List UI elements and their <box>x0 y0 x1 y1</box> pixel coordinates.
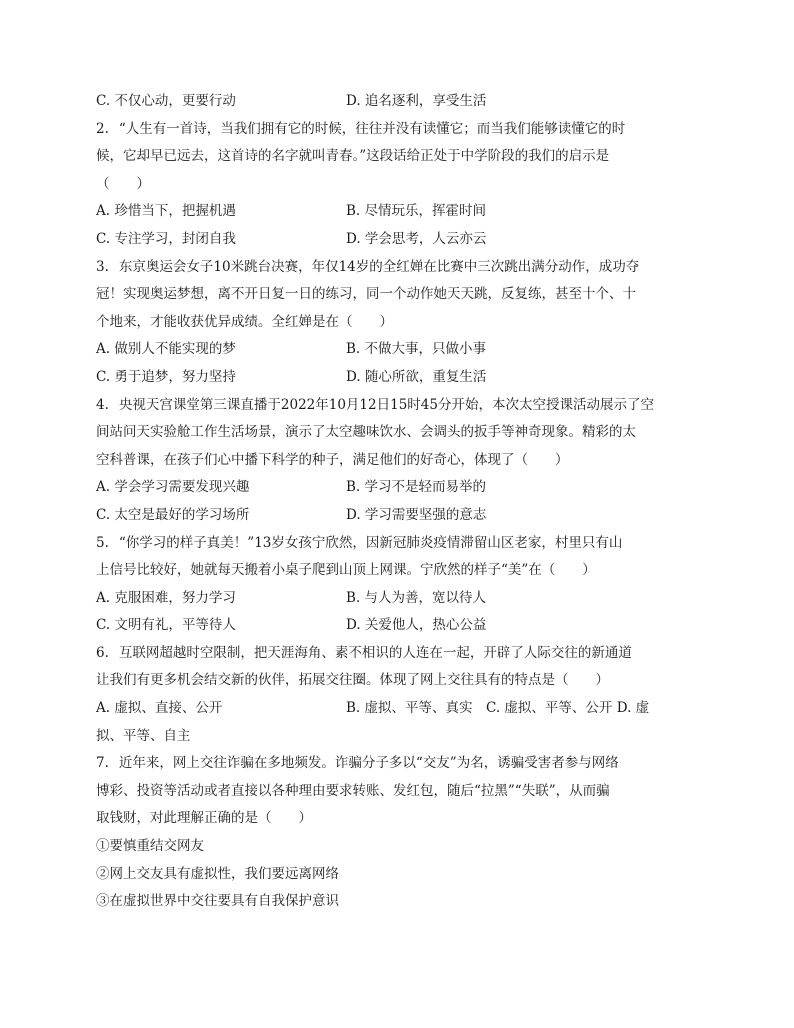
q3-option-c: C. 勇于追梦，努力坚持 <box>96 368 236 385</box>
q2-number: 2. <box>96 120 109 137</box>
q5-options-row-1 <box>96 585 706 613</box>
q6-options-bcd: B. 虚拟、平等、真实 C. 虚拟、平等、公开 D. 虚 <box>346 700 650 717</box>
q4-text-line-1: 央视天宫课堂第三课直播于2022年10月12日15时45分开始，本次太空授课活动展示了空 <box>118 396 654 413</box>
question-6 <box>96 640 706 750</box>
question-4 <box>96 392 706 530</box>
q3-text-line-3: 个地来，才能收获优异成绩。全红婵是在（ ） <box>96 313 393 330</box>
q3-option-d: D. 随心所欲，重复生活 <box>346 368 487 385</box>
q4-option-b: B. 学习不是轻而易举的 <box>346 479 487 496</box>
q5-text-line-2: 上信号比较好，她就每天搬着小桌子爬到山顶上网课。宁欣然的样子“美”在（ ） <box>96 562 596 579</box>
q4-options-row-1 <box>96 474 706 502</box>
q2-text-line-1: “人生有一首诗，当我们拥有它的时候，往往并没有读懂它；而当我们能够读懂它的时 <box>118 120 626 137</box>
q4-text-line-2: 间站问天实验舱工作生活场景，演示了太空趣味饮水、会调头的扳手等神奇现象。精彩的太 <box>96 424 636 441</box>
q7-item-3: ③在虚拟世界中交往要具有自我保护意识 <box>96 893 339 910</box>
q7-text-line-3: 取钱财，对此理解正确的是（ ） <box>96 810 312 827</box>
exam-page <box>96 88 706 916</box>
q2-text-line-2: 候，它却早已远去，这首诗的名字就叫青春。”这段话给正处于中学阶段的我们的启示是 <box>96 148 610 165</box>
q7-number: 7. <box>96 755 109 772</box>
q6-text-line-2: 让我们有更多机会结交新的伙伴，拓展交往圈。体现了网上交往具有的特点是（ ） <box>96 672 609 689</box>
q7-text-line-1: 近年来，网上交往诈骗在多地频发。诈骗分子多以“交友”为名，诱骗受害者参与网络 <box>118 755 619 772</box>
q2-options-row-2 <box>96 226 706 254</box>
q3-number: 3. <box>96 258 109 275</box>
q5-option-a: A. 克服困难，努力学习 <box>96 589 236 606</box>
q7-text-line-2: 博彩、投资等活动或者直接以各种理由要求转账、发红包，随后“拉黑”“失联”，从而骗 <box>96 782 610 799</box>
q2-options-row-1 <box>96 198 706 226</box>
q2-option-c: C. 专注学习，封闭自我 <box>96 230 236 247</box>
q5-option-c: C. 文明有礼，平等待人 <box>96 617 236 634</box>
q3-option-a: A. 做别人不能实现的梦 <box>96 341 236 358</box>
q5-text-line-1: “你学习的样子真美！”13岁女孩宁欣然，因新冠肺炎疫情滞留山区老家，村里只有山 <box>118 534 623 551</box>
q3-option-b: B. 不做大事，只做小事 <box>346 341 487 358</box>
q3-text-line-2: 冠！实现奥运梦想，离不开日复一日的练习，同一个动作她天天跳，反复练，甚至十个、十 <box>96 286 636 303</box>
question-7 <box>96 750 706 916</box>
q6-options-continuation: 拟、平等、自主 <box>96 727 191 744</box>
q2-option-d: D. 学会思考，人云亦云 <box>346 230 487 247</box>
q1-options-row <box>96 88 706 116</box>
q4-option-d: D. 学习需要坚强的意志 <box>346 506 487 523</box>
q4-number: 4. <box>96 396 109 413</box>
q6-number: 6. <box>96 644 109 661</box>
q6-option-a: A. 虚拟、直接、公开 <box>96 700 223 717</box>
q7-item-2: ②网上交友具有虚拟性，我们要远离网络 <box>96 865 339 882</box>
q5-options-row-2 <box>96 612 706 640</box>
q3-options-row-1 <box>96 336 706 364</box>
q2-option-b: B. 尽情玩乐，挥霍时间 <box>346 203 487 220</box>
question-3 <box>96 254 706 392</box>
q5-number: 5. <box>96 534 109 551</box>
question-5 <box>96 530 706 640</box>
q7-item-1: ①要慎重结交网友 <box>96 838 204 855</box>
q6-options-row-1 <box>96 695 706 723</box>
q1-option-c: C. 不仅心动，更要行动 <box>96 93 236 109</box>
q2-option-a: A. 珍惜当下，把握机遇 <box>96 203 236 220</box>
q6-text-line-1: 互联网超越时空限制，把天涯海角、素不相识的人连在一起，开辟了人际交往的新通道 <box>118 644 632 661</box>
q3-options-row-2 <box>96 364 706 392</box>
q4-option-c: C. 太空是最好的学习场所 <box>96 506 250 523</box>
q1-option-d: D. 追名逐利，享受生活 <box>346 93 487 109</box>
q4-options-row-2 <box>96 502 706 530</box>
q2-text-line-3: （ ） <box>96 175 150 192</box>
q4-option-a: A. 学会学习需要发现兴趣 <box>96 479 250 496</box>
q5-option-b: B. 与人为善，宽以待人 <box>346 589 487 606</box>
q4-text-line-3: 空科普课，在孩子们心中播下科学的种子，满足他们的好奇心，体现了（ ） <box>96 451 569 468</box>
q5-option-d: D. 关爱他人，热心公益 <box>346 617 487 634</box>
question-2 <box>96 116 706 254</box>
q3-text-line-1: 东京奥运会女子10米跳台决赛，年仅14岁的全红婵在比赛中三次跳出满分动作，成功夺 <box>118 258 640 275</box>
